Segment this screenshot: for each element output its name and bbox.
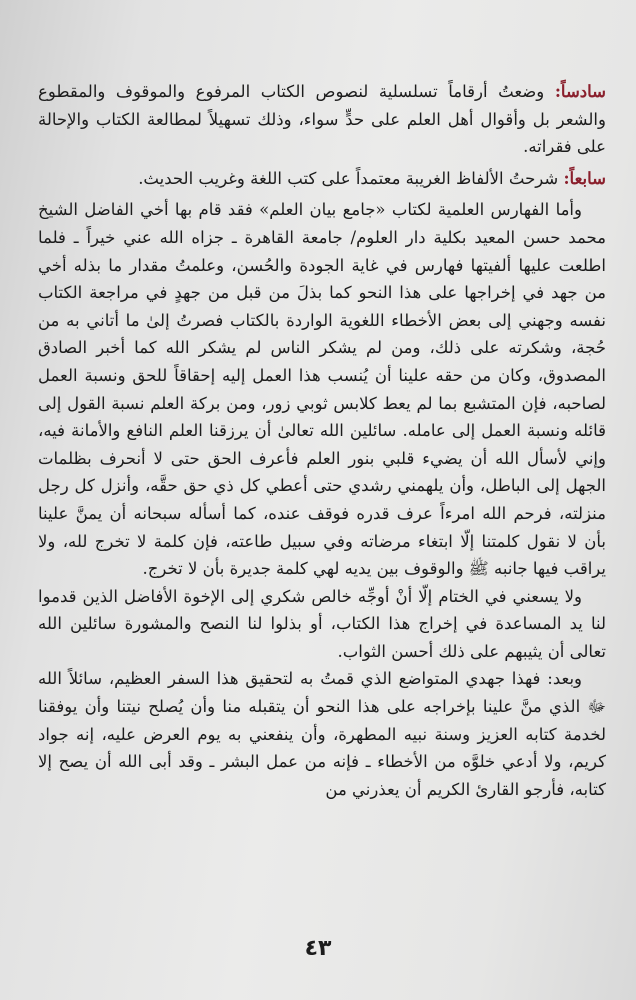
- paragraph-sixth: [38, 78, 606, 161]
- paragraph-thanks: ولا يسعني في الختام إلّا أنْ أوجِّه خالص شكري إلى الإخوة الأفاضل الذين قدموا لنا يد المساعدة في إخراج هذا الكتاب، أو بذلوا لنا النصح والمشورة سائلين الله تعالى أن يثيبهم على ذلك أحسن الثواب.: [38, 586, 606, 661]
- paragraph-indexes: وأما الفهارس العلمية لكتاب «جامع بيان العلم» فقد قام بها أخي الفاضل الشيخ محمد حسن المعيد بكلية دار العلوم/ جامعة القاهرة ـ جزاه الله عني خيراً ـ فلما اطلعت عليها ألفيتها فهارس في غاية الجودة والحُسن، وعلمتُ مقدار ما بذله أخي من جهد في إخراجها على هذا النحو كما بذلَ من قبل من جهدٍ في مراجعة الكتاب نفسه وجهني إلى بعض الأخطاء اللغوية الواردة بالكتاب فصرتُ إلىٰ ما أتاني به من حُجة، وشكرته على ذلك، ومن لم يشكر الناس لم يشكر الله كما أخبر الصادق المصدوق، وكان من حقه علينا أن يُنسب هذا العمل إليه إحقاقاً للحق ونسبة العمل لصاحبه، فإن المتشبع بما لم يعط كلابس ثوبي زور، ومن بركة العلم نسبة القول إلى قائله ونسبة العمل إلى عامله. سائلين الله تعالىٰ أن يرزقنا العلم النافع والأمانة فيه، وإني لأسأل الله أن يضيء قلبي بنور العلم فأعرف الحق حتى لا أنحرف بظلمات الجهل إلى الباطل، وأن يلهمني رشدي حتى أعطي كل ذي حق حقَّه، وأنزل كل رجل منزلته، فرحم الله امرءاً عرف قدره فوقف عنده، كما أسأله سبحانه أن يمنَّ علينا بأن لا نقول كلمتنا إلّا ابتغاء مرضاته وفي سبيل طاعته، فإن كلمة لا تخرج لله، ولا يراقب فيها جانبه ﷺ والوقوف بين يديه لهي كلمة جديرة بأن لا تخرج.: [38, 200, 606, 579]
- paragraph-text-sixth: وضعتُ أرقاماً تسلسلية لنصوص الكتاب المرفوع والموقوف والمقطوع والشعر بل وأقوال أهل العلم على حدٍّ سواء، وذلك تسهيلاً لمطالعة الكتاب والإحالة على فقراته.: [38, 82, 606, 157]
- paragraph-closing: وبعد: فهذا جهدي المتواضع الذي قمتُ به لتحقيق هذا السفر العظيم، سائلاً الله ﷻ الذي منَّ علينا بإخراجه على هذا النحو أن يتقبله منا وأن يُصلح نيتنا وأن يوفقنا لخدمة كتابه العزيز وسنة نبيه المطهرة، وأن ينفعني به يوم العرض عليه، إنه جواد كريم، ولا أدعي خلوَّه من الأخطاء ـ فإنه من عمل البشر ـ وقد أبى الله أن يصح إلا كتابه، فأرجو القارئ الكريم أن يعذرني من: [38, 669, 606, 799]
- page-body: [38, 78, 606, 803]
- paragraph-seventh: [38, 165, 606, 193]
- page-number: ٤٣: [304, 936, 332, 961]
- paragraph-text-seventh: شرحتُ الألفاظ الغريبة معتمداً على كتب اللغة وغريب الحديث.: [138, 168, 564, 188]
- paragraph-label-seventh: سابعاً:: [563, 168, 606, 188]
- paragraph-label-sixth: سادساً:: [554, 82, 606, 101]
